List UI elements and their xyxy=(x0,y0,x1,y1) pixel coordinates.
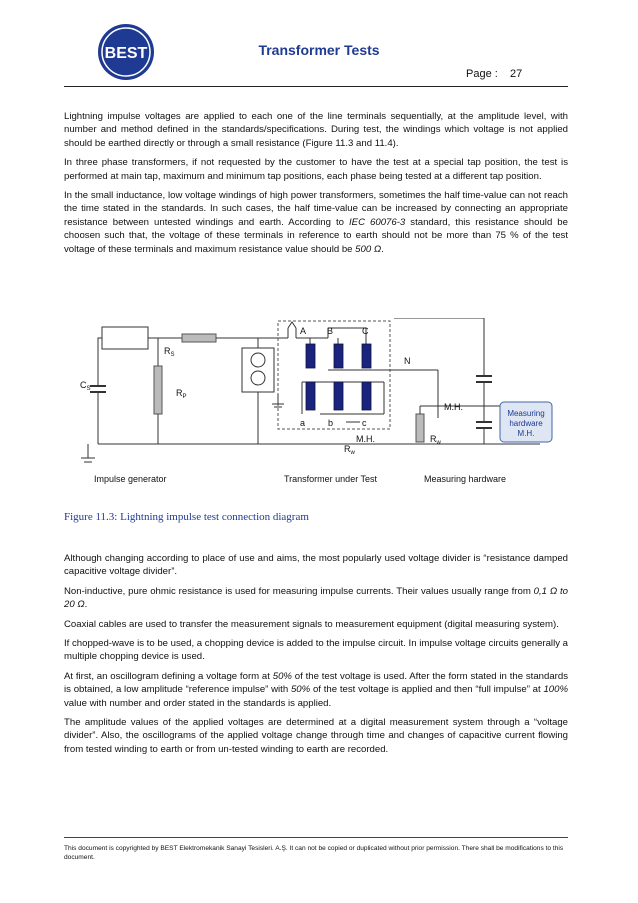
paragraph-non-inductive: Non-inductive, pure ohmic resistance is used for measuring impulse currents. Their values usually range from 0,1 Ω to 20 Ω. xyxy=(64,585,569,611)
box-line2: hardware xyxy=(509,419,543,428)
body-text-top xyxy=(64,110,568,262)
winding-A xyxy=(306,344,315,368)
rw2-label: $R_w$ xyxy=(430,434,441,446)
standard-ref: IEC 60076-3 xyxy=(349,216,406,228)
logo-text: BEST xyxy=(104,45,148,62)
resistance-range: 0,1 Ω to 20 Ω xyxy=(64,585,569,611)
paragraph-coaxial: Coaxial cables are used to transfer the measurement signals to measurement equipment (digital measuring system). xyxy=(64,618,559,630)
terminal-a: a xyxy=(300,418,306,428)
cs-label: $C_S$ xyxy=(80,380,91,392)
copyright-footer: This document is copyrighted by BEST Elektromekanik Sanayi Tesisleri. A.Ş. It can not be copied or duplicated without prior permission. There shall be modifications to this document. xyxy=(64,845,564,861)
winding-a xyxy=(306,382,315,410)
terminal-N: N xyxy=(404,356,411,366)
paragraph-lightning-impulse: Lightning impulse voltages are applied to each one of the line terminals sequentially, at the amplitude level, with number and method defined in the standards/specifications. During test, the windings which voltage is not applied should be earthed directly or through a small resistance (Figure 11.3 and 11.4). xyxy=(64,111,568,149)
winding-B xyxy=(334,344,343,368)
terminal-B: B xyxy=(327,326,334,336)
rs-label: $R_S$ xyxy=(164,346,175,358)
footer-divider xyxy=(64,837,568,838)
paragraph-voltage-divider: Although changing according to place of use and aims, the most popularly used voltage divider is “resistance damped capacitive voltage divider”. xyxy=(64,553,568,578)
section-measuring: Measuring hardware xyxy=(424,474,507,484)
rp-label: $R_P$ xyxy=(176,388,187,400)
mh-label: M.H. xyxy=(356,434,375,444)
figure-caption: Figure 11.3: Lightning impulse test connection diagram xyxy=(64,511,309,523)
winding-b xyxy=(334,382,343,410)
box-line1: Measuring xyxy=(507,409,545,418)
impulse-test-diagram xyxy=(64,318,572,496)
mh2-label: M.H. xyxy=(444,402,463,412)
terminal-b: b xyxy=(328,418,334,428)
winding-c xyxy=(362,382,371,410)
rw-label: $R_w$ xyxy=(344,444,355,456)
terminal-A: A xyxy=(300,326,307,336)
page-number: 27 xyxy=(510,68,523,80)
terminal-C: C xyxy=(362,326,369,336)
page-title: Transformer Tests xyxy=(258,42,380,58)
paragraph-small-inductance: In the small inductance, low voltage windings of high power transformers, sometimes the half time-value can not reach the time stated in the standards. In such cases, the half time-value can be increased by connecting an appropriate resistance between untested windings and earth. According to IEC 60076-3 standard, this resistance should be choosen such that, the voltage of these terminals in reference to earth should not be more than 75 % of the test voltage of these terminals and maximum resistance value should be 500 Ω. xyxy=(64,190,568,255)
paragraph-chopped-wave: If chopped-wave is to be used, a chopping device is added to the impulse circuit. In impulse voltage circuits generally a multiple chopping device is used. xyxy=(64,638,568,663)
header-divider xyxy=(64,86,568,87)
body-text-bottom xyxy=(64,552,568,762)
section-impulse-generator: Impulse generator xyxy=(94,474,167,484)
paragraph-three-phase: In three phase transformers, if not requested by the customer to have the test at a special tap position, the test is performed at main tap, maximum and minimum tap positions, each phase being tested at a different tap position. xyxy=(64,157,568,182)
winding-C xyxy=(362,344,371,368)
paragraph-amplitude: The amplitude values of the applied voltages are determined at a digital measurement system through a “voltage divider”. Also, the oscillograms of the applied voltage change through time and changes of capacitive current flowing from tested winding to earth or from un-tested winding to earth are recorded. xyxy=(64,717,568,755)
section-transformer: Transformer under Test xyxy=(284,474,378,484)
box-line3: M.H. xyxy=(517,429,535,438)
paragraph-oscillogram: At first, an oscillogram defining a voltage form at 50% of the test voltage is used. After the form stated in the standards is obtained, a low amplitude “reference impulse” with 50% of the test voltage is applied and then “full impulse” at 100% value with number and order stated in the standards is applied. xyxy=(64,670,568,709)
terminal-c: c xyxy=(362,418,367,428)
page-label: Page : xyxy=(466,68,498,80)
resistance-value: 500 Ω xyxy=(355,243,382,255)
